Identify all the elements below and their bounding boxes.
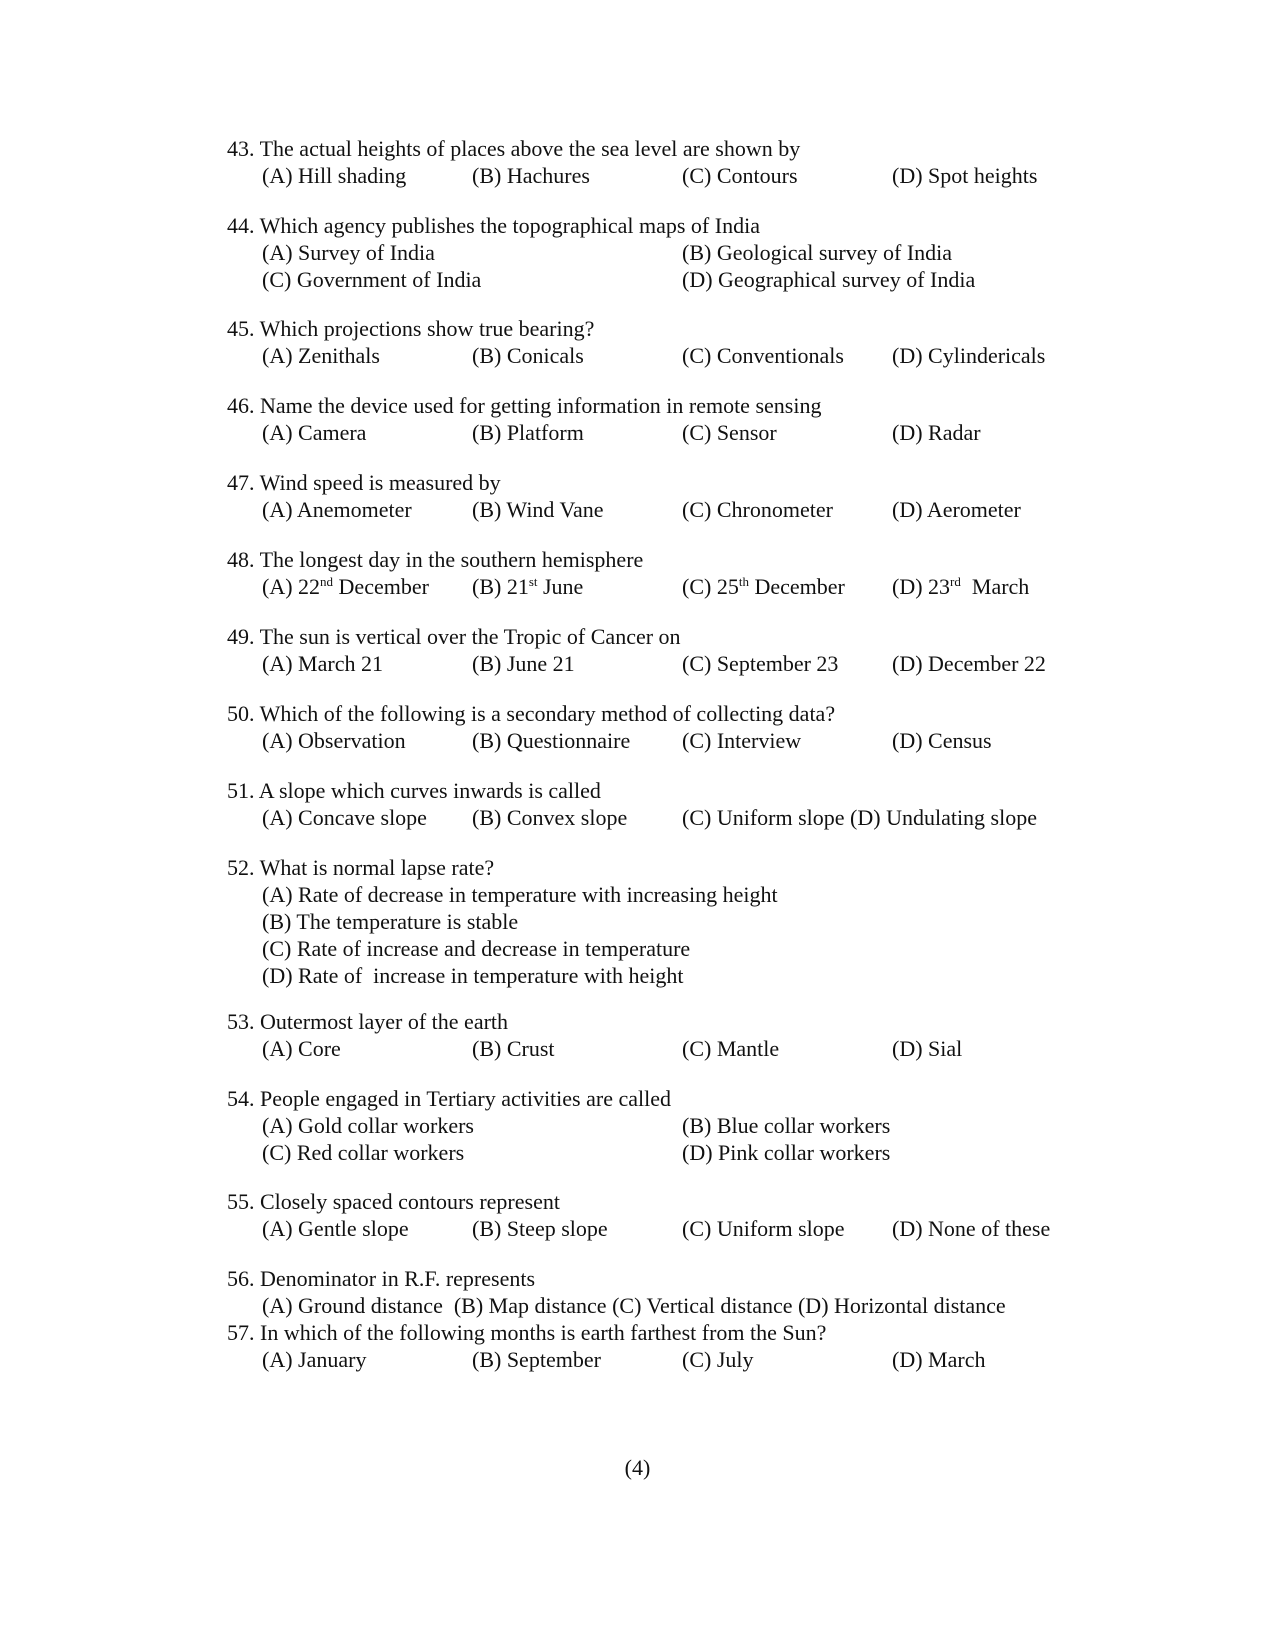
option-d: (D) Pink collar workers [682, 1140, 891, 1165]
option-c: (C) Sensor [682, 420, 777, 445]
option-a: (A) Concave slope [262, 805, 427, 830]
option-d: (D) Cylindericals [892, 343, 1046, 368]
question-57 [227, 1319, 1107, 1373]
option-c: (C) Contours [682, 163, 798, 188]
question-49 [227, 623, 1107, 677]
question-54 [227, 1085, 1107, 1166]
option-c: (C) Interview [682, 728, 802, 753]
options-row [262, 804, 1107, 831]
option-c: (C) 25th December [682, 574, 845, 599]
options-row [262, 573, 1107, 600]
options-row [262, 162, 1107, 189]
option-d: (D) Rate of increase in temperature with height [262, 963, 684, 988]
options-row [262, 239, 1107, 266]
option-d: (D) Spot heights [892, 163, 1038, 188]
option-c-d: (C) Uniform slope (D) Undulating slope [682, 805, 1037, 830]
question-stem: 50. Which of the following is a secondary method of collecting data? [227, 701, 836, 726]
option-a: (A) 22nd December [262, 574, 429, 599]
option-a: (A) Gold collar workers [262, 1113, 474, 1138]
option-a: (A) Core [262, 1036, 341, 1061]
question-48 [227, 546, 1107, 600]
option-b: (B) 21st June [472, 574, 584, 599]
options-row [262, 1139, 1107, 1166]
options-all: (A) Ground distance (B) Map distance (C) Vertical distance (D) Horizontal distance [262, 1293, 1006, 1318]
question-stem: 44. Which agency publishes the topographical maps of India [227, 213, 760, 238]
option-b: (B) Platform [472, 420, 584, 445]
question-51 [227, 777, 1107, 831]
question-stem: 48. The longest day in the southern hemisphere [227, 547, 644, 572]
option-b: (B) Questionnaire [472, 728, 631, 753]
option-b: (B) June 21 [472, 651, 575, 676]
question-stem: 55. Closely spaced contours represent [227, 1189, 560, 1214]
option-b: (B) Geological survey of India [682, 240, 953, 265]
question-stem: 52. What is normal lapse rate? [227, 855, 495, 880]
option-b: (B) Wind Vane [472, 497, 604, 522]
option-c: (C) Mantle [682, 1036, 780, 1061]
question-47 [227, 469, 1107, 523]
option-c: (C) Rate of increase and decrease in temperature [262, 936, 691, 961]
option-c: (C) Chronometer [682, 497, 833, 522]
option-d: (D) December 22 [892, 651, 1046, 676]
options-row [262, 1292, 1107, 1319]
question-stem: 46. Name the device used for getting information in remote sensing [227, 393, 822, 418]
options-row [262, 1112, 1107, 1139]
option-d: (D) Sial [892, 1036, 963, 1061]
option-d: (D) None of these [892, 1216, 1051, 1241]
option-d: (D) 23rd March [892, 574, 1030, 599]
option-b: (B) Crust [472, 1036, 555, 1061]
option-c: (C) Conventionals [682, 343, 844, 368]
question-stem: 54. People engaged in Tertiary activities are called [227, 1086, 671, 1111]
option-c: (C) Red collar workers [262, 1140, 465, 1165]
options-row [262, 650, 1107, 677]
option-a: (A) Anemometer [262, 497, 412, 522]
question-stem: 45. Which projections show true bearing? [227, 316, 595, 341]
question-55 [227, 1188, 1107, 1242]
question-45 [227, 315, 1107, 369]
options-row [262, 496, 1107, 523]
option-a: (A) Camera [262, 420, 367, 445]
question-44 [227, 212, 1107, 293]
option-b: (B) Blue collar workers [682, 1113, 891, 1138]
question-stem: 56. Denominator in R.F. represents [227, 1266, 536, 1291]
option-c: (C) Government of India [262, 267, 482, 292]
option-b: (B) Hachures [472, 163, 590, 188]
option-c: (C) Uniform slope [682, 1216, 845, 1241]
option-d: (D) Radar [892, 420, 981, 445]
option-d: (D) Census [892, 728, 992, 753]
question-46 [227, 392, 1107, 446]
page-number: (4) [624, 1455, 651, 1480]
option-c: (C) September 23 [682, 651, 839, 676]
question-stem: 47. Wind speed is measured by [227, 470, 501, 495]
option-a: (A) Zenithals [262, 343, 380, 368]
question-43 [227, 135, 1107, 189]
option-a: (A) Observation [262, 728, 406, 753]
options-row [262, 342, 1107, 369]
option-b: (B) Convex slope [472, 805, 628, 830]
question-stem: 51. A slope which curves inwards is called [227, 778, 601, 803]
option-a: (A) Gentle slope [262, 1216, 409, 1241]
option-b: (B) Steep slope [472, 1216, 608, 1241]
option-a: (A) Rate of decrease in temperature with increasing height [262, 882, 778, 907]
option-b: (B) The temperature is stable [262, 909, 519, 934]
question-stem: 53. Outermost layer of the earth [227, 1009, 509, 1034]
option-c: (C) July [682, 1347, 754, 1372]
question-56 [227, 1265, 1107, 1319]
option-a: (A) Survey of India [262, 240, 435, 265]
option-a: (A) Hill shading [262, 163, 407, 188]
question-53 [227, 1008, 1107, 1062]
option-d: (D) March [892, 1347, 986, 1372]
question-stem: 43. The actual heights of places above the sea level are shown by [227, 136, 801, 161]
option-b: (B) September [472, 1347, 601, 1372]
options-row [262, 1346, 1107, 1373]
options-list [262, 881, 1107, 989]
option-a: (A) March 21 [262, 651, 383, 676]
option-a: (A) January [262, 1347, 367, 1372]
question-52 [227, 854, 1107, 989]
option-b: (B) Conicals [472, 343, 584, 368]
question-50 [227, 700, 1107, 754]
options-row [262, 727, 1107, 754]
question-stem: 49. The sun is vertical over the Tropic of Cancer on [227, 624, 681, 649]
option-d: (D) Aerometer [892, 497, 1021, 522]
option-d: (D) Geographical survey of India [682, 267, 976, 292]
options-row [262, 419, 1107, 446]
options-row [262, 266, 1107, 293]
options-row [262, 1035, 1107, 1062]
question-stem: 57. In which of the following months is earth farthest from the Sun? [227, 1320, 827, 1345]
options-row [262, 1215, 1107, 1242]
